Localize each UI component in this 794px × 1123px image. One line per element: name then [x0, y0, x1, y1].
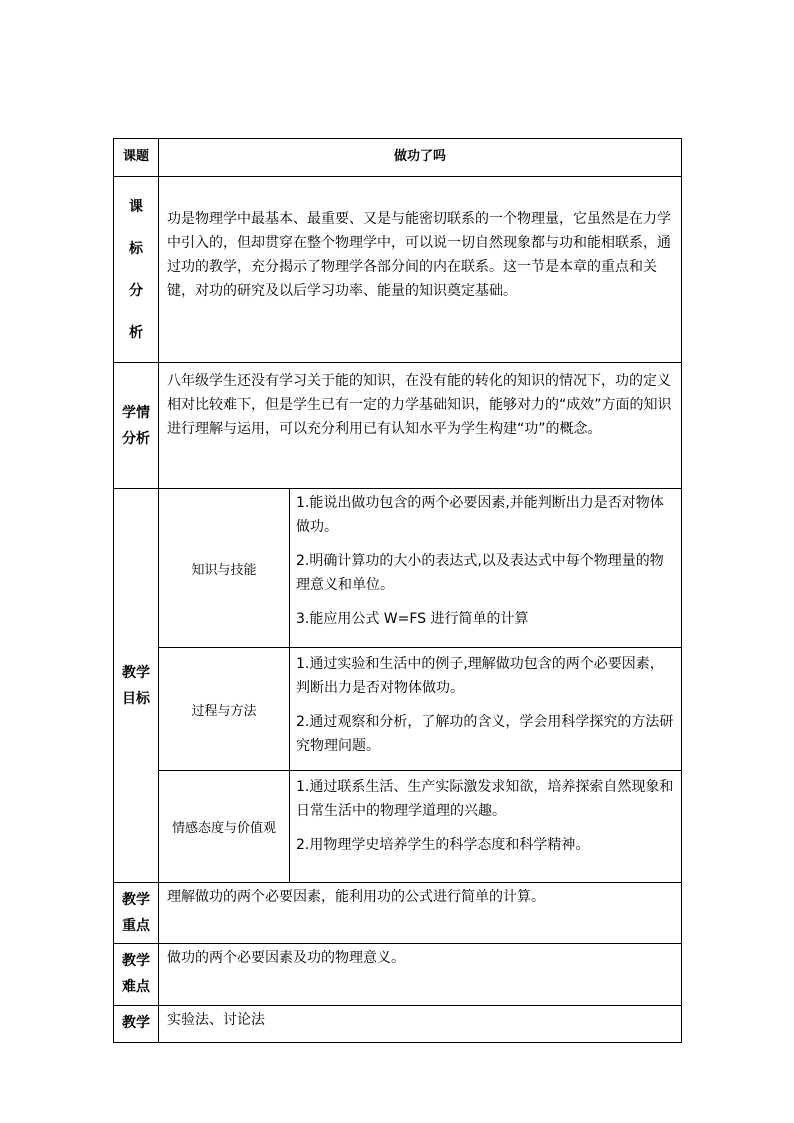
key-label-line1: 教学 [122, 892, 150, 908]
emotion-item: 1.通过联系生活、生产实际激发求知欲，培养探索自然现象和日常生活中的物理学道理的兴趣。 [296, 779, 674, 819]
difficulty-row [114, 944, 682, 1006]
curriculum-label-char: 析 [129, 324, 143, 341]
method-text: 实验法、讨论法 [159, 1006, 682, 1043]
student-label-line1: 学情 [122, 404, 150, 421]
difficulty-label-line2: 难点 [122, 979, 150, 995]
student-label-line2: 分析 [122, 430, 150, 447]
objectives-label-line1: 教学 [122, 664, 150, 681]
key-label [114, 883, 159, 944]
topic-label: 课题 [114, 139, 159, 177]
student-text: 八年级学生还没有学习关于能的知识，在没有能的转化的知识的情况下，功的定义相对比较难下，但是学生已有一定的力学基础知识，能够对力的“成效”方面的知识进行理解与运用，可以充分利用已有认知水平为学生构建“功”的概念。 [159, 363, 682, 489]
knowledge-items [290, 489, 682, 648]
process-items [290, 648, 682, 771]
emotion-items [290, 771, 682, 883]
key-row [114, 883, 682, 944]
process-item: 1.通过实验和生活中的例子,理解做功包含的两个必要因素，判断出力是否对物体做功。 [296, 656, 664, 696]
emotion-label: 情感态度与价值观 [159, 771, 290, 883]
key-text: 理解做功的两个必要因素，能利用功的公式进行简单的计算。 [159, 883, 682, 944]
process-label: 过程与方法 [159, 648, 290, 771]
knowledge-item: 2.明确计算功的大小的表达式,以及表达式中每个物理量的物理意义和单位。 [296, 553, 664, 593]
curriculum-label-char: 课 [129, 198, 143, 215]
difficulty-label-line1: 教学 [122, 953, 150, 969]
curriculum-text: 功是物理学中最基本、最重要、又是与能密切联系的一个物理量，它虽然是在力学中引入的，但却贯穿在整个物理学中，可以说一切自然现象都与功和能相联系，通过功的教学，充分揭示了物理学各部分间的内在联系。这一节是本章的重点和关键，对功的研究及以后学习功率、能量的知识奠定基础。 [159, 177, 682, 363]
knowledge-label: 知识与技能 [159, 489, 290, 648]
curriculum-label-char: 标 [129, 240, 143, 257]
key-label-line2: 重点 [122, 918, 150, 934]
emotion-item: 2.用物理学史培养学生的科学态度和科学精神。 [296, 837, 590, 853]
topic-value: 做功了吗 [159, 139, 682, 177]
student-row [114, 363, 682, 489]
method-row [114, 1006, 682, 1043]
objectives-label [114, 489, 159, 883]
topic-row [114, 139, 682, 177]
emotion-row [114, 771, 682, 883]
knowledge-item: 3.能应用公式 W=FS 进行简单的计算 [296, 611, 529, 627]
knowledge-row [114, 489, 682, 648]
objectives-label-line2: 目标 [122, 690, 150, 707]
difficulty-label [114, 944, 159, 1006]
difficulty-text: 做功的两个必要因素及功的物理意义。 [159, 944, 682, 1006]
curriculum-label-char: 分 [129, 282, 143, 299]
method-label: 教学 [114, 1006, 159, 1043]
curriculum-row [114, 177, 682, 363]
knowledge-item: 1.能说出做功包含的两个必要因素,并能判断出力是否对物体做功。 [296, 495, 664, 535]
curriculum-label [114, 177, 159, 363]
process-row [114, 648, 682, 771]
student-label [114, 363, 159, 489]
lesson-plan-table [113, 138, 682, 1043]
process-item: 2.通过观察和分析，了解功的含义，学会用科学探究的方法研究物理问题。 [296, 714, 674, 754]
